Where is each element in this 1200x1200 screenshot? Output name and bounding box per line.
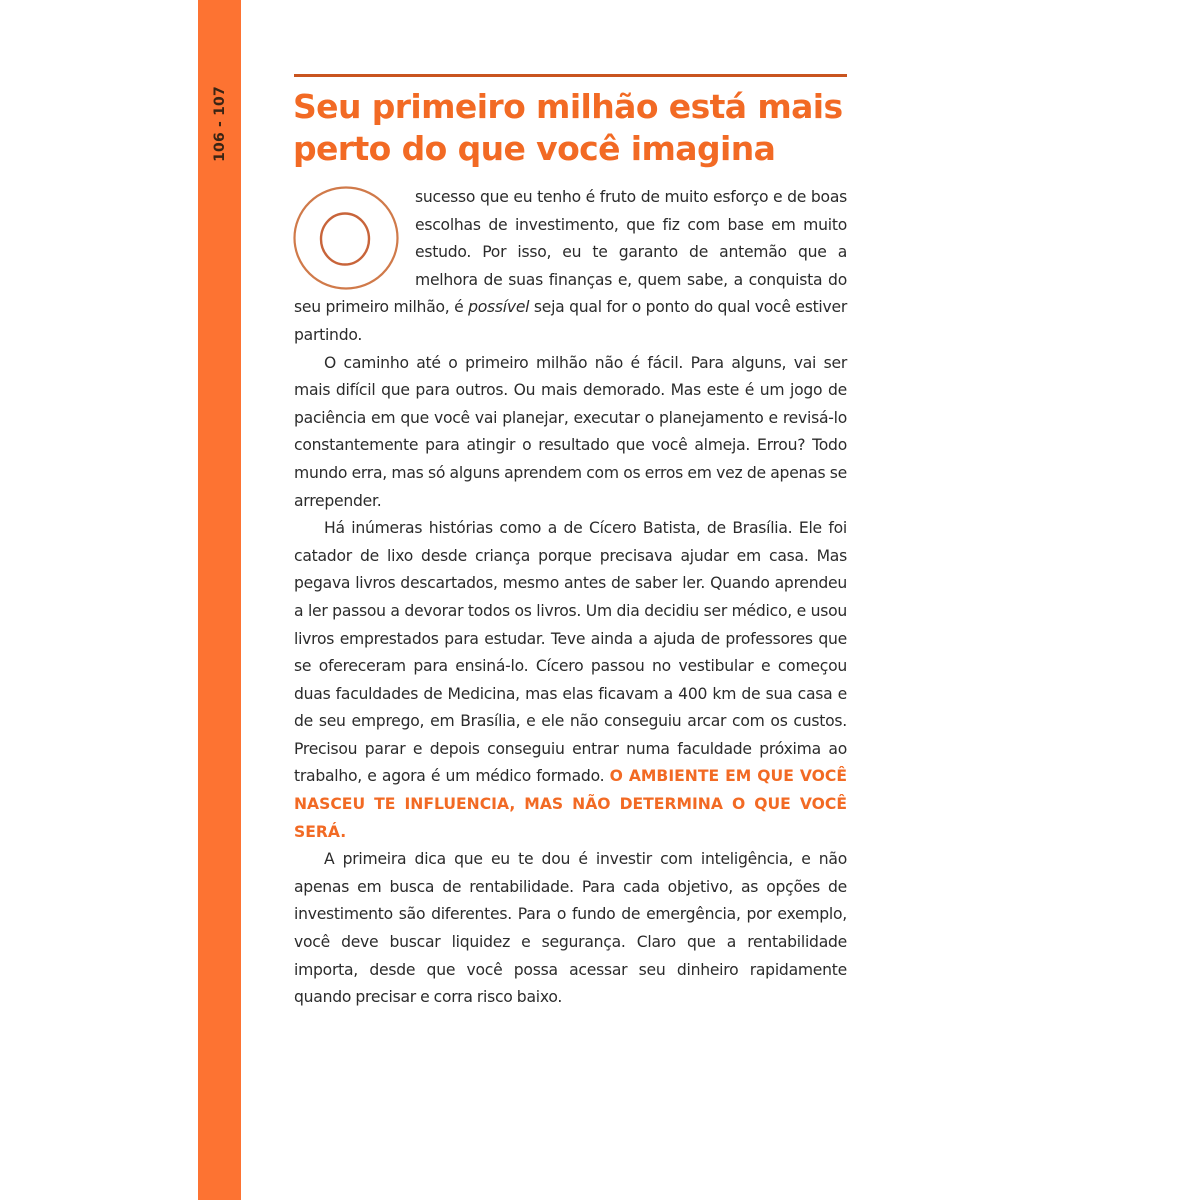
paragraph-4: A primeira dica que eu te dou é investir com inteligência, e não apenas em busca de rentabilidade. Para cada objetivo, as opções de investimento são diferentes. Para o fundo de emergência, por exemplo, você deve buscar liquidez e segurança. Claro que a rentabilidade importa, desde que você possa acessar seu dinheiro rapidamente quando precisar e corra risco baixo. — [294, 850, 847, 1007]
title-rule-divider — [294, 74, 847, 77]
page-numbers-text: 106 - 107 — [211, 86, 228, 162]
paragraph-3-text: Há inúmeras histórias como a de Cícero Batista, de Brasília. Ele foi catador de lixo desde criança porque precisava ajudar em casa. Mas pegava livros descartados, mesmo antes de saber ler. Quando aprendeu a ler passou a devorar todos os livros. Um dia decidiu ser médico, e usou livros emprestados para estudar. Teve ainda a ajuda de professores que se ofereceram para ensiná-lo. Cícero passou no vestibular e começou duas faculdades de Medicina, mas elas ficavam a 400 km de sua casa e de seu emprego, em Brasília, e ele não conseguiu arcar com os custos. Precisou parar e depois conseguiu entrar numa faculdade próxima ao trabalho, e agora é um médico formado. — [294, 519, 847, 786]
drop-cap-text — [293, 292, 294, 293]
orange-side-stripe — [198, 0, 241, 1200]
page-number-label — [198, 84, 241, 164]
chapter-title: Seu primeiro milhão está mais perto do que você imagina — [293, 87, 843, 168]
paragraph-1 — [294, 184, 847, 350]
drop-cap-o-icon — [293, 186, 405, 292]
drop-cap-letter — [293, 186, 405, 292]
paragraph-2: O caminho até o primeiro milhão não é fácil. Para alguns, vai ser mais difícil que para outros. Ou mais demorado. Mas este é um jogo de paciência em que você vai planejar, executar o planejamento e revisá-lo constantemente para atingir o resultado que você almeja. Errou? Todo mundo erra, mas só alguns aprendem com os erros em vez de apenas se arrepender. — [294, 353, 847, 510]
paragraph-1-text: sucesso que eu tenho é fruto de muito esforço e de boas escolhas de investimento, que fiz com base em muito estudo. Por isso, eu te garanto de antemão que a melhora de suas finanças e, quem sabe, a conquista do seu primeiro milhão, é — [294, 188, 847, 317]
highlighted-quote: O AMBIENTE EM QUE VOCÊ NASCEU TE INFLUENCIA, MAS NÃO DETERMINA O QUE VOCÊ SERÁ. — [294, 767, 848, 841]
paragraph-1-text-end: seja qual for o ponto do qual você estiver partindo. — [294, 298, 847, 344]
emphasized-word: possível — [468, 298, 530, 317]
paragraph-3 — [294, 515, 847, 846]
article-body — [294, 184, 847, 1012]
